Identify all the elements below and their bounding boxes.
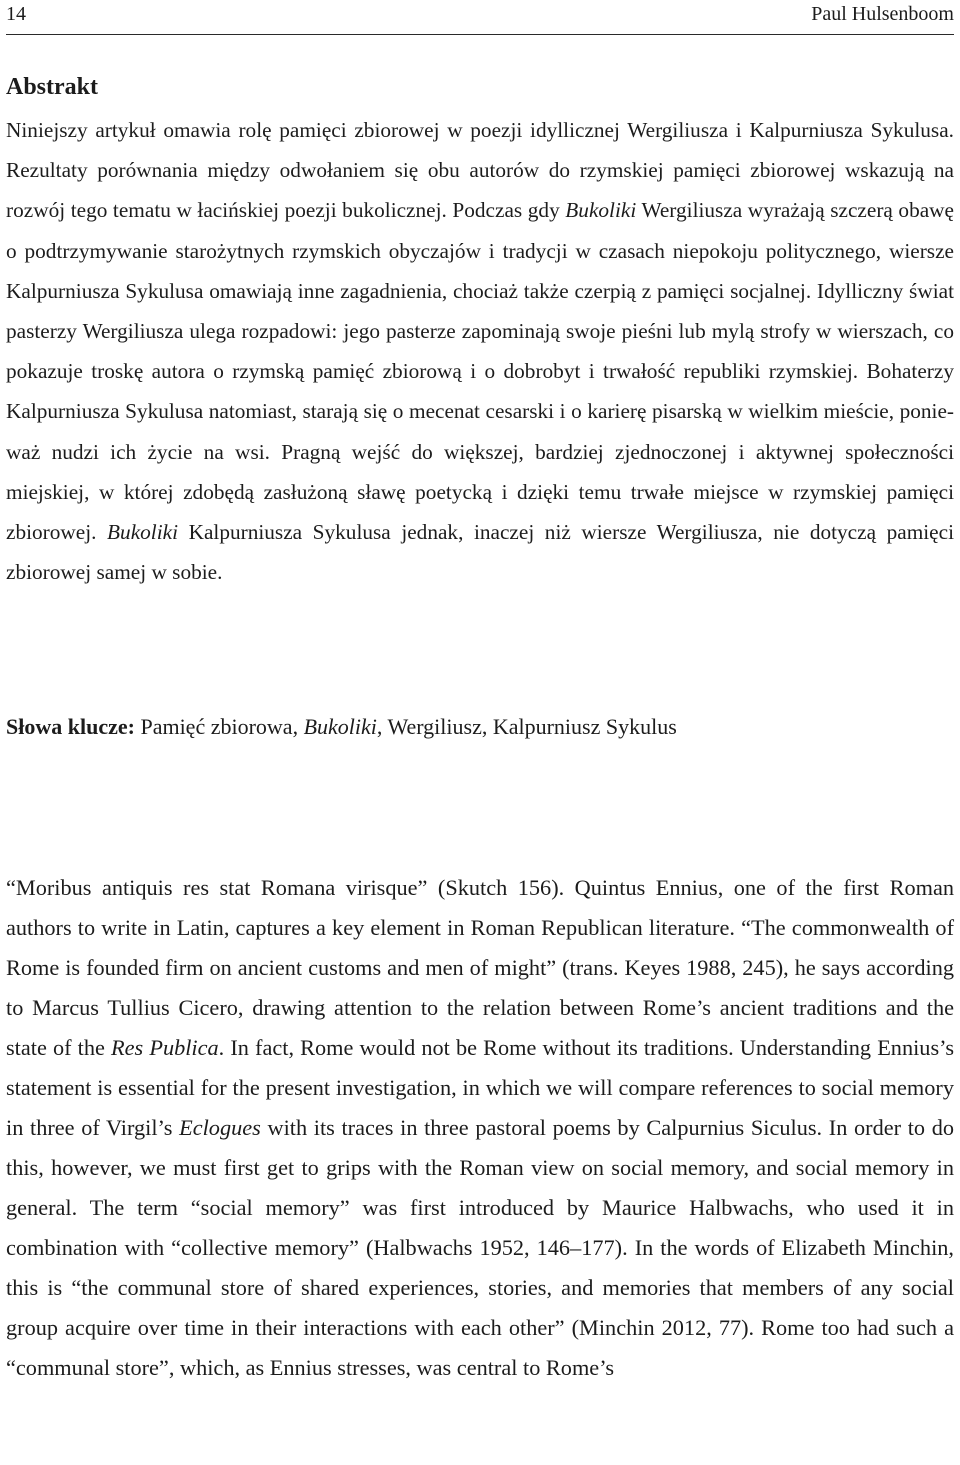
keywords-text: , Wergiliusz, Kalpurniusz Sykulus — [376, 714, 677, 739]
abstract-text: Wergiliusza wyrażają szczerą obawę o podtrzymywanie starożytnych rzymskich obyczajów i tradycji w czasach niepokoju politycznego, wiersze Kalpurniusza Sykulusa omawiają inne zagadnienia, chociaż także czerpią z pamięci socjalnej. Idylliczny świat pasterzy Wergiliusza ulega rozpadowi: jego pasterze zapominają swoje pieśni lub mylą strofy w wierszach, co pokazuje troskę autora o rzymską pamięć zbiorową i o dobrobyt i trwałość republiki rzymskiej. Bohaterzy Kalpurniusza Sykulusa natomiast, starają się o mecenat cesarski i o karierę pisarską w wielkim mieście, ponieważ nudzi ich życie na wsi. Pragną wejść do większej, bardziej zjednoczonej i aktywnej społeczności miejskiej, w której zdobędą zasłużoną sławę poetycką i dzięki temu trwałe miejsce w rzymskiej pamięci zbiorowej. — [6, 198, 955, 545]
abstract-heading: Abstrakt — [6, 74, 99, 100]
page-number: 14 — [6, 3, 26, 25]
abstract-text: Kalpurniusza Sykulusa jednak, inaczej niż wiersze Wergiliusza, nie dotyczą pamięci zbiorowej samej w sobie. — [6, 520, 955, 585]
abstract-italic-title: Bukoliki — [565, 198, 637, 223]
body-text: “Moribus antiquis res stat Romana virisque” (Skutch 156). Quintus Ennius, one of the first Roman authors to write in Latin, captures a key element in Roman Republican literature. “The commonwealth of Rome is founded firm on ancient customs and men of might” (trans. Keyes 1988, 245), he says according to Marcus Tullius Cicero, drawing attention to the relation between Rome’s ancient traditions and the state of the — [6, 875, 954, 1060]
keywords-line — [6, 711, 954, 743]
keywords-text: Pamięć zbiorowa, — [134, 714, 304, 739]
abstract-paragraph — [6, 110, 954, 592]
abstract-text: Niniejszy artykuł omawia rolę pamięci zbiorowej w poezji idyllicznej Wergiliusza i Kalpurniusza Sykulusa. Rezultaty porównania między odwołaniem się obu autorów do rzymskiej pamięci zbiorowej wskazują na rozwój tego tematu w łacińskiej poezji bukolicznej. Podczas gdy — [6, 118, 954, 223]
body-paragraph — [6, 868, 954, 1388]
running-head-author: Paul Hulsenboom — [811, 3, 954, 25]
body-italic-title: Eclogues — [179, 1115, 261, 1140]
body-text: with its traces in three pastoral poems by Calpurnius Siculus. In order to do this, however, we must first get to grips with the Roman view on social memory, and social memory in general. The term “social memory” was first introduced by Maurice Halbwachs, who used it in combination with “collective memory” (Halbwachs 1952, 146–177). In the words of Elizabeth Minchin, this is “the communal store of shared experiences, stories, and memories that members of any social group acquire over time in their interactions with each other” (Minchin 2012, 77). Rome too had such a “communal store”, which, as Ennius stresses, was central to Rome’s — [6, 1115, 954, 1380]
body-italic-term: Res Publica — [111, 1035, 219, 1060]
abstract-italic-title: Bukoliki — [107, 520, 179, 545]
page-header — [6, 0, 954, 35]
keywords-label: Słowa klucze: — [6, 714, 135, 739]
body-text: . In fact, Rome would not be Rome without its traditions. Understanding Ennius’s statement is essential for the present investigation, in which we will compare references to social memory in three of Virgil’s — [6, 1035, 954, 1140]
keywords-italic-title: Bukoliki — [303, 714, 377, 739]
